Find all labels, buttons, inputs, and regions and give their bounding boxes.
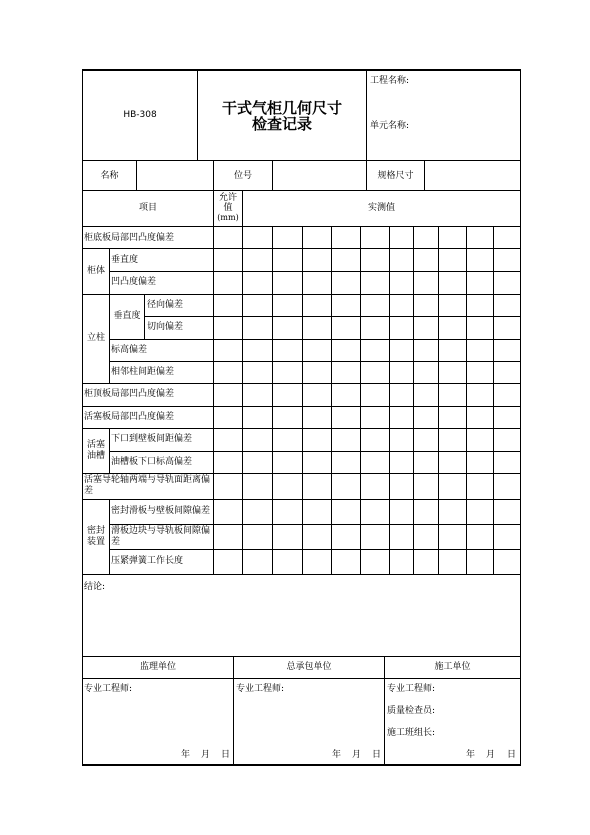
row-line — [109, 549, 521, 550]
supervision-date-month: 月 — [201, 750, 211, 760]
name-label: 名称 — [100, 171, 119, 181]
position-label: 位号 — [233, 171, 252, 181]
col-line — [389, 226, 390, 575]
group-line — [109, 248, 110, 294]
col-line — [413, 226, 414, 575]
item-body-verticality: 垂直度 — [111, 255, 139, 265]
construction-engineer-label: 专业工程师: — [387, 684, 436, 694]
quality-inspector-label: 质量检查员: — [387, 706, 436, 716]
project-name-label: 工程名称: — [370, 76, 410, 86]
item-oil-tank-elevation: 油槽板下口标高偏差 — [111, 457, 193, 467]
col-line — [424, 160, 425, 191]
construction-unit-header: 施工单位 — [434, 662, 471, 672]
divider-info-bottom — [82, 190, 521, 191]
item-guide-wheel-distance: 活塞导轮轴两端与导轨面距离偏差 — [84, 475, 211, 496]
border-bottom — [82, 764, 521, 766]
border-top — [82, 69, 521, 71]
item-slide-edge-gap: 滑板边块与导轨板间隙偏差 — [111, 526, 211, 547]
item-elevation-deviation: 标高偏差 — [111, 345, 148, 355]
group-line — [109, 294, 110, 383]
col-line — [242, 190, 243, 575]
form-code: HB-308 — [123, 110, 157, 120]
form-title-line2: 检查记录 — [251, 115, 312, 133]
item-header: 项目 — [138, 203, 157, 213]
col-line — [213, 190, 214, 575]
col-line — [366, 69, 367, 161]
col-line — [197, 69, 198, 161]
row-line — [109, 524, 521, 525]
divider-header-bottom — [82, 160, 521, 161]
allowed-header-unit: (mm) — [217, 213, 239, 222]
group-piston-oil-tank — [83, 440, 109, 462]
group-piston-line2: 油槽 — [86, 451, 105, 461]
item-radial-deviation: 径向偏差 — [147, 300, 184, 310]
row-line — [144, 316, 521, 317]
measured-header: 实测值 — [367, 203, 395, 213]
group-line — [144, 294, 145, 339]
item-tangential-deviation: 切向偏差 — [147, 322, 184, 332]
group-piston-line1: 活塞 — [86, 440, 105, 450]
group-line — [109, 499, 110, 574]
col-line — [438, 226, 439, 575]
item-lower-opening-gap: 下口到壁板间距偏差 — [111, 434, 193, 444]
contractor-date-year: 年 — [332, 750, 342, 760]
supervision-unit-header: 监理单位 — [139, 662, 176, 672]
row-line — [109, 451, 521, 452]
col-line — [360, 226, 361, 575]
row-line — [109, 271, 521, 272]
col-line — [302, 226, 303, 575]
construction-date-day: 日 — [507, 750, 517, 760]
col-line — [136, 160, 137, 191]
row-line — [109, 339, 521, 340]
border-right — [520, 69, 521, 766]
divider-conclusion-bottom — [82, 656, 521, 657]
col-line — [272, 226, 273, 575]
group-seal-device — [83, 526, 109, 548]
subgroup-verticality: 垂直度 — [113, 311, 141, 321]
allowed-header-line1: 允许 — [218, 193, 237, 203]
item-bottom-plate: 柜底板局部凹凸度偏差 — [84, 233, 175, 243]
item-body-flatness: 凹凸度偏差 — [111, 277, 157, 287]
supervision-engineer-label: 专业工程师: — [84, 684, 133, 694]
item-seal-slide-gap: 密封滑板与壁板间隙偏差 — [111, 506, 211, 516]
construction-date-year: 年 — [466, 750, 476, 760]
item-column-spacing: 相邻柱间距偏差 — [111, 367, 175, 377]
item-top-plate: 柜顶板局部凹凸度偏差 — [84, 389, 175, 399]
contractor-engineer-label: 专业工程师: — [236, 684, 285, 694]
contractor-date-day: 日 — [372, 750, 382, 760]
col-line — [466, 226, 467, 575]
supervision-date-year: 年 — [181, 750, 191, 760]
group-line — [109, 428, 110, 473]
spec-label: 规格尺寸 — [377, 171, 414, 181]
conclusion-label: 结论: — [84, 582, 106, 592]
supervision-date-day: 日 — [221, 750, 231, 760]
group-seal-line2: 装置 — [86, 537, 105, 547]
group-column: 立柱 — [86, 333, 105, 343]
unit-name-label: 单元名称: — [370, 121, 410, 131]
row-line — [109, 361, 521, 362]
col-line — [331, 226, 332, 575]
allowed-header-line2: 值 — [223, 203, 233, 213]
allowed-value-header — [214, 193, 242, 223]
group-body: 柜体 — [86, 266, 105, 276]
form-title-line1: 干式气柜几何尺寸 — [221, 99, 342, 117]
item-piston-plate: 活塞板局部凹凸度偏差 — [84, 412, 175, 422]
item-spring-length: 压紧弹簧工作长度 — [111, 556, 184, 566]
group-seal-line1: 密封 — [86, 526, 105, 536]
contractor-date-month: 月 — [352, 750, 362, 760]
form-title — [200, 100, 364, 132]
col-line — [493, 226, 494, 575]
general-contractor-header: 总承包单位 — [286, 662, 332, 672]
col-line — [272, 160, 273, 191]
team-leader-label: 施工班组长: — [387, 728, 436, 738]
divider-sign-header-bottom — [82, 678, 521, 679]
construction-date-month: 月 — [486, 750, 496, 760]
